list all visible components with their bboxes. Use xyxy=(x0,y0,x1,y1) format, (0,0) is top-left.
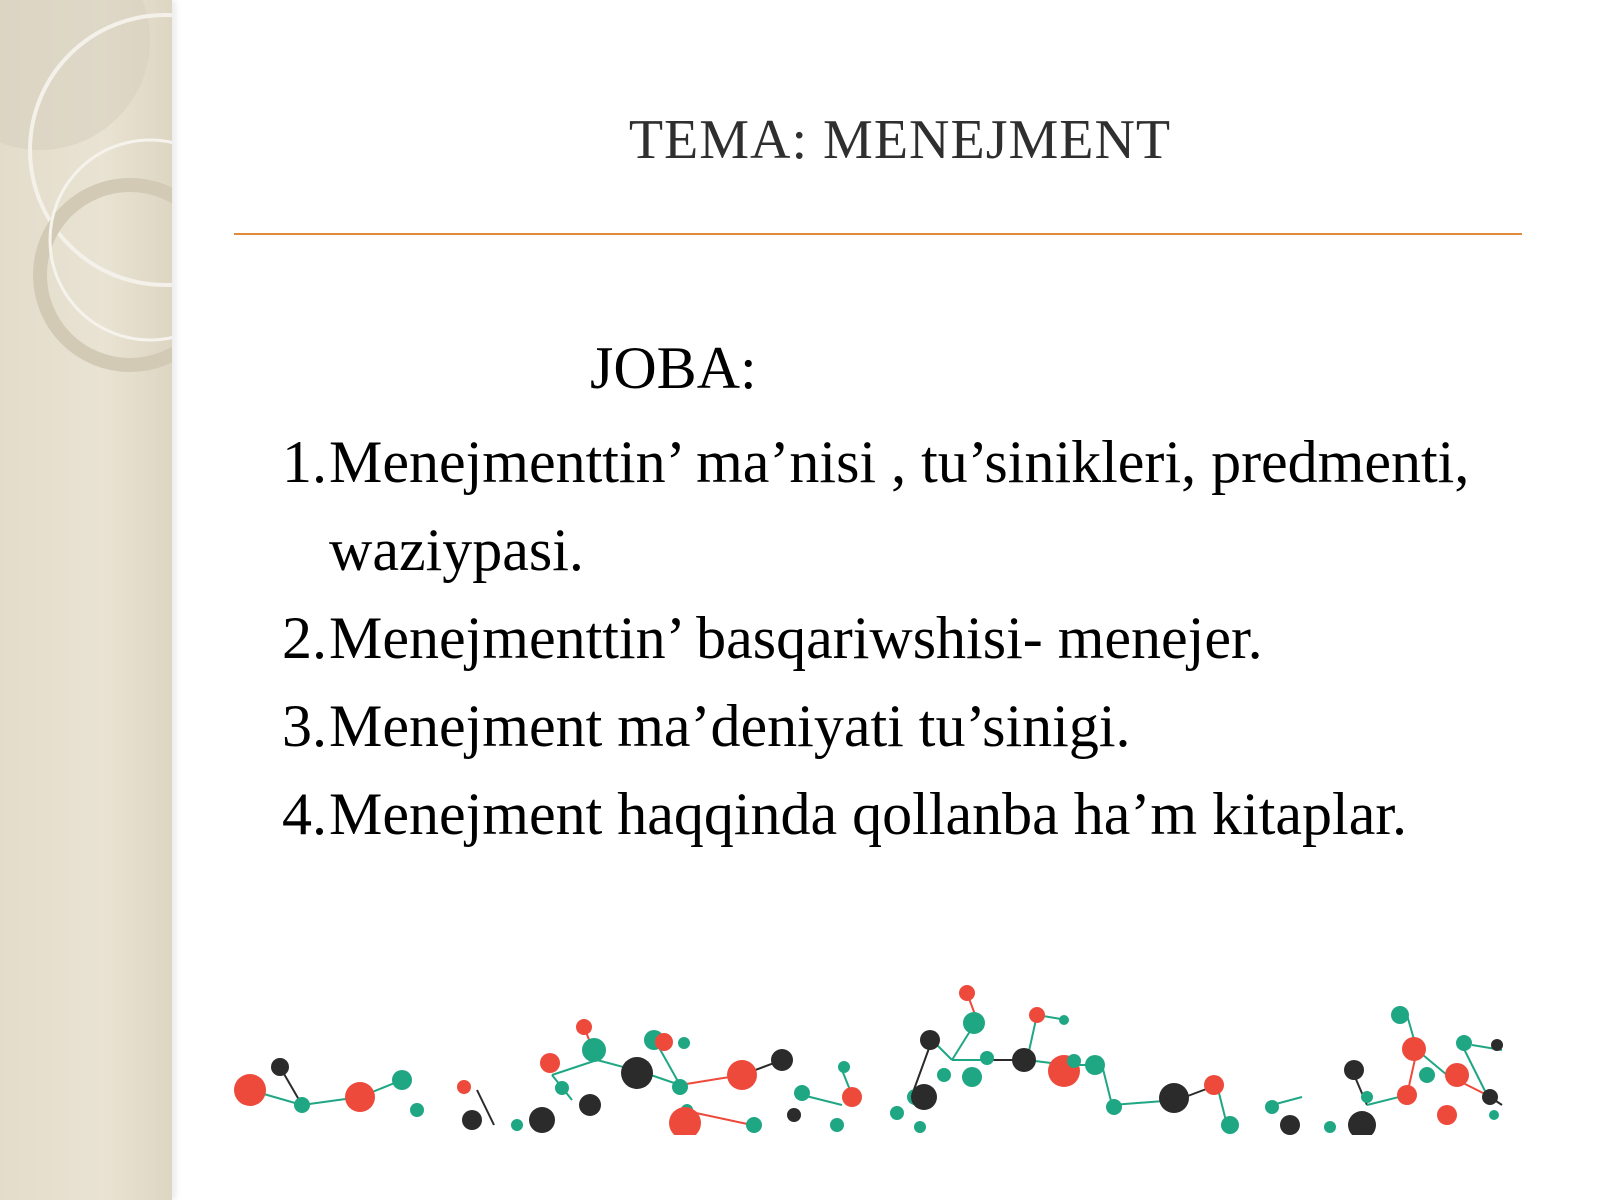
ring-ornament-graphic xyxy=(0,0,172,1200)
plan-item xyxy=(282,594,1542,682)
plan-item-number: 1. xyxy=(282,429,327,495)
molecule-network-graphic xyxy=(232,985,1532,1135)
plan-item-text: Menejmenttin’ basqariwshisi- menejer. xyxy=(329,605,1263,671)
title-divider xyxy=(234,233,1522,235)
plan-item xyxy=(282,418,1542,594)
plan-item-number: 4. xyxy=(282,781,327,847)
plan-item-text: Menejment haqqinda qollanba ha’m kitaplar. xyxy=(329,781,1408,847)
plan-item-number: 3. xyxy=(282,693,327,759)
plan-heading: JOBA: xyxy=(590,335,757,401)
plan-list xyxy=(282,418,1542,858)
plan-item-text: Menejment ma’deniyati tu’sinigi. xyxy=(329,693,1131,759)
slide-title: TEMA: MENEJMENT xyxy=(628,109,1172,171)
plan-item xyxy=(282,682,1542,770)
plan-item-text: Menejmenttin’ ma’nisi , tu’sinikleri, predmenti, waziypasi. xyxy=(329,429,1470,583)
left-decorative-band xyxy=(0,0,172,1200)
plan-item xyxy=(282,770,1542,858)
plan-item-number: 2. xyxy=(282,605,327,671)
